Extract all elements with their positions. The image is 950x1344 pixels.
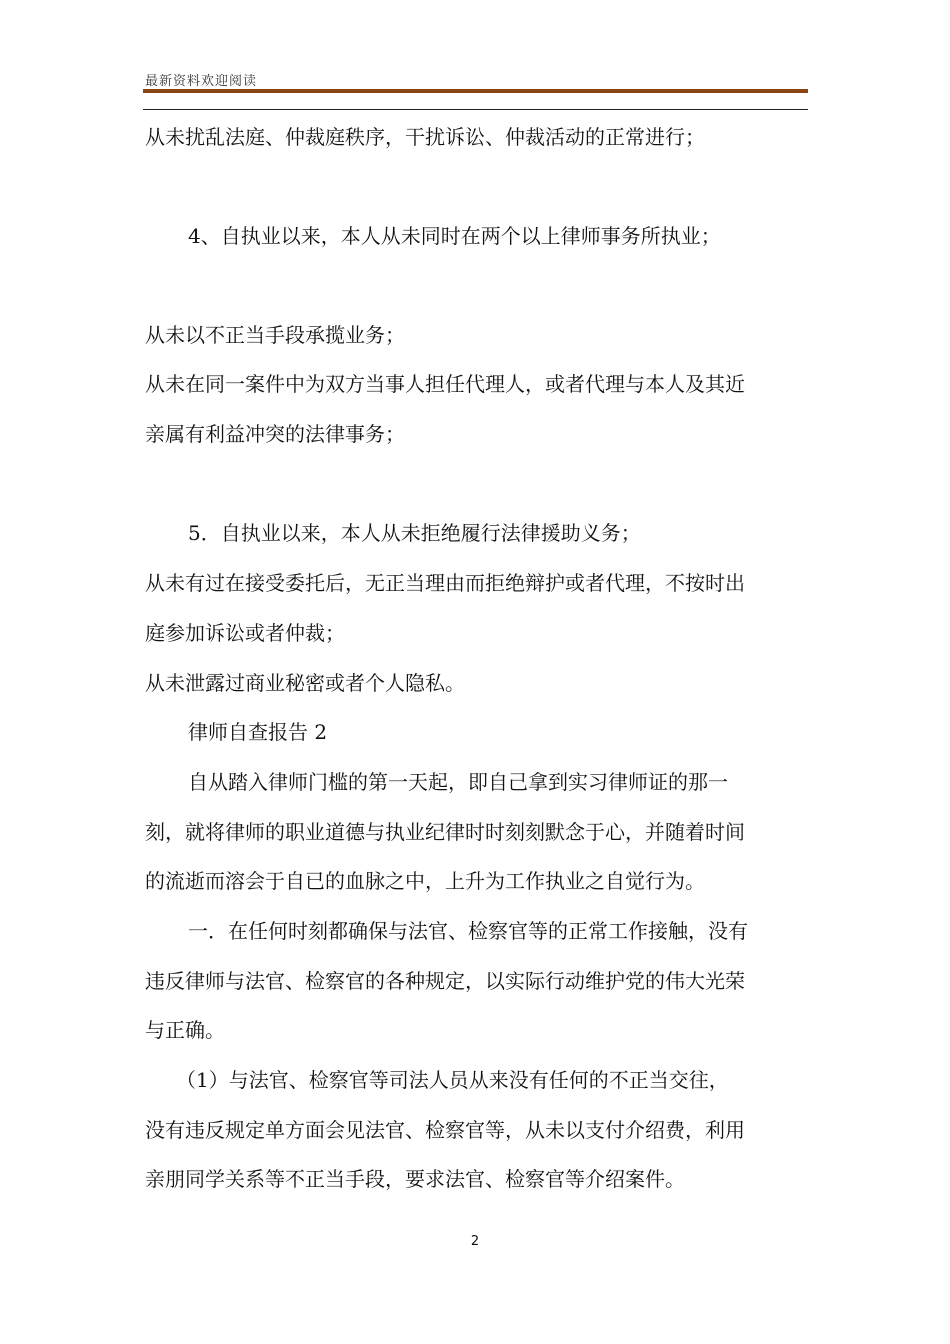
text-line: 从未泄露过商业秘密或者个人隐私。 xyxy=(145,671,465,695)
text-line: 一．在任何时刻都确保与法官、检察官等的正常工作接触，没有 xyxy=(188,919,748,943)
text-line: 从未扰乱法庭、仲裁庭秩序，干扰诉讼、仲裁活动的正常进行； xyxy=(145,125,705,149)
text-line: 违反律师与法官、检察官的各种规定，以实际行动维护党的伟大光荣 xyxy=(145,969,745,993)
text-line: 的流逝而溶会于自已的血脉之中，上升为工作执业之自觉行为。 xyxy=(145,869,705,893)
header-text: 最新资料欢迎阅读 xyxy=(145,74,258,89)
text-line: 从未有过在接受委托后，无正当理由而拒绝辩护或者代理，不按时出 xyxy=(145,571,745,595)
text-line: 4、自执业以来，本人从未同时在两个以上律师事务所执业； xyxy=(188,224,721,248)
text-line: 从未以不正当手段承揽业务； xyxy=(145,323,405,347)
section-heading: 律师自查报告 2 xyxy=(188,720,328,744)
header-rule-thin xyxy=(143,109,808,110)
text-line: 5．自执业以来，本人从未拒绝履行法律援助义务； xyxy=(188,521,641,545)
page-number: 2 xyxy=(470,1234,480,1249)
text-line: 自从踏入律师门槛的第一天起，即自己拿到实习律师证的那一 xyxy=(188,770,728,794)
text-line: 亲朋同学关系等不正当手段，要求法官、检察官等介绍案件。 xyxy=(145,1167,685,1191)
text-line: 庭参加诉讼或者仲裁； xyxy=(145,621,345,645)
text-line: 与正确。 xyxy=(145,1018,225,1042)
text-line: 没有违反规定单方面会见法官、检察官等，从未以支付介绍费，利用 xyxy=(145,1118,745,1142)
header-rule-thick xyxy=(143,89,808,93)
text-line: 刻，就将律师的职业道德与执业纪律时时刻刻默念于心，并随着时间 xyxy=(145,820,745,844)
text-line: 从未在同一案件中为双方当事人担任代理人，或者代理与本人及其近 xyxy=(145,372,745,396)
text-line: 亲属有利益冲突的法律事务； xyxy=(145,422,405,446)
text-line: （1）与法官、检察官等司法人员从来没有任何的不正当交往， xyxy=(176,1068,729,1092)
